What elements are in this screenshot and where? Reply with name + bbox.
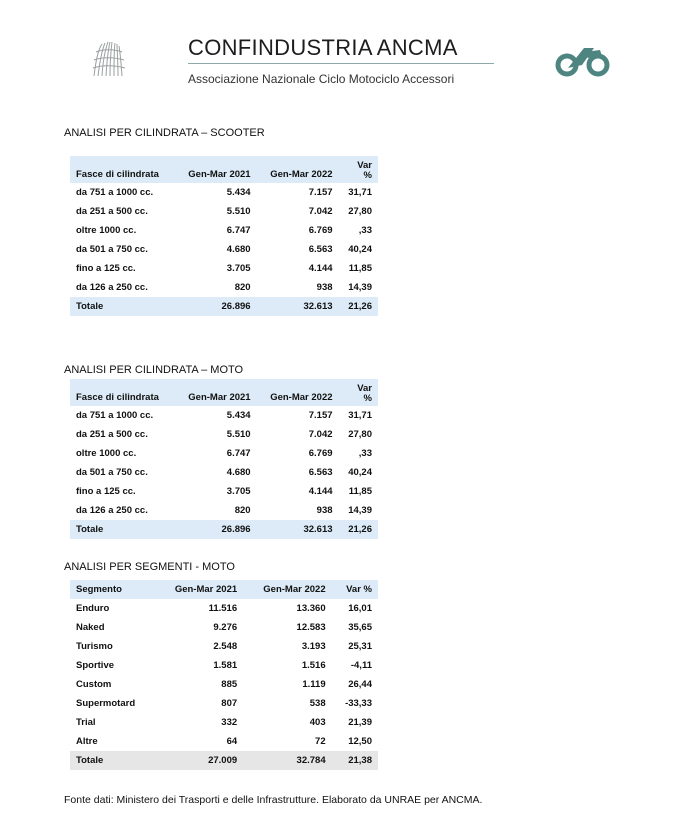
source-footnote: Fonte dati: Ministero dei Trasporti e delle Infrastrutture. Elaborato da UNRAE per ANCMA. <box>64 794 483 806</box>
table-header-row <box>70 156 378 183</box>
table-cell: da 251 a 500 cc. <box>76 206 148 217</box>
column-header: Var % <box>346 584 372 595</box>
table-cell: 7.042 <box>308 206 333 217</box>
table-cell: 27.009 <box>208 755 238 766</box>
table-cell: Supermotard <box>76 698 136 709</box>
table-cell: 21,39 <box>348 717 372 728</box>
section-title-scooter: ANALISI PER CILINDRATA – SCOOTER <box>64 127 265 139</box>
table-cell: 5.434 <box>226 410 251 421</box>
table-cell: 332 <box>221 717 238 728</box>
table-cell: 21,26 <box>348 524 372 535</box>
table-cell: 31,71 <box>348 187 372 198</box>
table-cell: 26,44 <box>348 679 372 690</box>
section-title-moto: ANALISI PER CILINDRATA – MOTO <box>64 364 244 376</box>
table-cell: Turismo <box>76 641 113 652</box>
table-cell: 14,39 <box>348 282 372 293</box>
column-header: % <box>363 393 372 404</box>
table-cell: -33,33 <box>345 698 372 709</box>
table-cell: -4,11 <box>350 660 372 671</box>
table-cell: 820 <box>234 282 251 293</box>
table-row <box>70 618 378 637</box>
column-header: Gen-Mar 2022 <box>263 584 326 595</box>
table-cell: 3.705 <box>226 263 251 274</box>
table-row <box>70 202 378 221</box>
table-cell: 5.510 <box>226 429 251 440</box>
table-cell: 5.434 <box>226 187 251 198</box>
table-cell: 1.581 <box>213 660 238 671</box>
table-cell: 938 <box>316 505 333 516</box>
table-cell: fino a 125 cc. <box>76 486 136 497</box>
column-header: Gen-Mar 2022 <box>270 169 333 180</box>
table-cell: 64 <box>226 736 238 747</box>
table-cell: 12,50 <box>348 736 372 747</box>
table-cell: 26.896 <box>221 301 251 312</box>
table-cell: fino a 125 cc. <box>76 263 136 274</box>
column-header: Gen-Mar 2021 <box>188 392 251 403</box>
table-cell: 3.193 <box>301 641 326 652</box>
table-cell: 7.042 <box>308 429 333 440</box>
column-header: Var <box>357 383 372 394</box>
table-row <box>70 278 378 297</box>
table-cell: da 126 a 250 cc. <box>76 505 148 516</box>
table-cell: 35,65 <box>348 622 372 633</box>
table-cell: da 126 a 250 cc. <box>76 282 148 293</box>
table-row <box>70 713 378 732</box>
column-header: Gen-Mar 2022 <box>270 392 333 403</box>
table-cell: Enduro <box>76 603 110 614</box>
table-cell: Trial <box>76 717 96 728</box>
confindustria-emblem-icon <box>88 38 130 80</box>
table-cell: 40,24 <box>348 467 372 478</box>
table-row <box>70 656 378 675</box>
table-cell: 13.360 <box>296 603 326 614</box>
table-cell: 6.769 <box>308 448 333 459</box>
table-cell: ,33 <box>358 448 372 459</box>
table-cell: 40,24 <box>348 244 372 255</box>
table-cell: 11,85 <box>348 263 372 274</box>
table-cell: da 501 a 750 cc. <box>76 467 148 478</box>
table-cell: 72 <box>315 736 326 747</box>
table-row <box>70 637 378 656</box>
table-cell: 11,85 <box>348 486 372 497</box>
brand-subtitle: Associazione Nazionale Ciclo Motociclo Accessori <box>188 72 455 86</box>
table-row <box>70 259 378 278</box>
table-row <box>70 406 378 425</box>
column-header: Segmento <box>76 584 122 595</box>
table-cell: da 751 a 1000 cc. <box>76 187 154 198</box>
table-cell: 4.144 <box>308 486 333 497</box>
table-cell: da 251 a 500 cc. <box>76 429 148 440</box>
table-cell: 403 <box>309 717 326 728</box>
table-cell: 938 <box>316 282 333 293</box>
table-total-row <box>70 297 378 316</box>
table-cell: 7.157 <box>308 410 333 421</box>
table-cell: 32.613 <box>303 301 333 312</box>
table-cell: 7.157 <box>308 187 333 198</box>
column-header: % <box>363 170 372 181</box>
table-cell: 6.747 <box>226 225 251 236</box>
table-cell: 16,01 <box>348 603 372 614</box>
table-row <box>70 599 378 618</box>
table-cell: 6.769 <box>308 225 333 236</box>
table-cell: 1.516 <box>301 660 326 671</box>
table-row <box>70 221 378 240</box>
table-cell: Sportive <box>76 660 115 671</box>
table-cell: 21,38 <box>348 755 372 766</box>
table-row <box>70 444 378 463</box>
table-cell: 27,80 <box>348 206 372 217</box>
table-cell: Altre <box>76 736 98 747</box>
table-cell: 538 <box>309 698 326 709</box>
table-row <box>70 675 378 694</box>
column-header: Var <box>357 160 372 171</box>
table-cell: 807 <box>221 698 238 709</box>
table-cell: 32.613 <box>303 524 333 535</box>
table-header-row <box>70 580 378 599</box>
table-cell: 21,26 <box>348 301 372 312</box>
column-header-var <box>339 156 378 183</box>
brand-divider <box>188 63 494 64</box>
table-cell: da 751 a 1000 cc. <box>76 410 154 421</box>
segmenti-table <box>70 580 378 770</box>
table-cell: 5.510 <box>226 206 251 217</box>
table-row <box>70 463 378 482</box>
table-total-row <box>70 520 378 539</box>
table-cell: Totale <box>76 524 104 535</box>
column-header: Fasce di cilindrata <box>76 169 159 180</box>
table-cell: 6.563 <box>308 244 333 255</box>
table-cell: 6.747 <box>226 448 251 459</box>
table-row <box>70 732 378 751</box>
table-cell: 14,39 <box>348 505 372 516</box>
moto-table <box>70 379 378 539</box>
ancma-motorcycle-icon <box>554 42 612 78</box>
table-cell: 4.144 <box>308 263 333 274</box>
brand-title: CONFINDUSTRIA ANCMA <box>188 35 458 60</box>
table-cell: 12.583 <box>296 622 326 633</box>
table-row <box>70 501 378 520</box>
section-title-segmenti: ANALISI PER SEGMENTI - MOTO <box>64 561 235 573</box>
column-header: Gen-Mar 2021 <box>174 584 238 595</box>
table-cell: 2.548 <box>213 641 238 652</box>
scooter-table <box>70 156 378 316</box>
table-cell: 1.119 <box>302 679 326 690</box>
table-cell: 4.680 <box>226 467 251 478</box>
table-cell: oltre 1000 cc. <box>76 448 137 459</box>
table-header-row <box>70 379 378 406</box>
table-cell: Naked <box>76 622 105 633</box>
table-cell: 26.896 <box>221 524 251 535</box>
table-cell: Totale <box>76 755 104 766</box>
table-row <box>70 482 378 501</box>
table-cell: Custom <box>76 679 112 690</box>
table-cell: 11.516 <box>208 603 238 614</box>
table-row <box>70 183 378 202</box>
table-row <box>70 425 378 444</box>
table-row <box>70 694 378 713</box>
table-cell: Totale <box>76 301 104 312</box>
table-total-row <box>70 751 378 770</box>
table-cell: 32.784 <box>296 755 326 766</box>
table-cell: 3.705 <box>226 486 251 497</box>
column-header-var <box>339 379 378 406</box>
table-cell: oltre 1000 cc. <box>76 225 137 236</box>
table-cell: 27,80 <box>348 429 372 440</box>
table-cell: ,33 <box>358 225 372 236</box>
table-cell: 25,31 <box>348 641 372 652</box>
table-cell: 4.680 <box>226 244 251 255</box>
table-cell: da 501 a 750 cc. <box>76 244 148 255</box>
table-cell: 6.563 <box>308 467 333 478</box>
table-cell: 9.276 <box>213 622 238 633</box>
column-header: Fasce di cilindrata <box>76 392 159 403</box>
table-row <box>70 240 378 259</box>
column-header: Gen-Mar 2021 <box>188 169 251 180</box>
table-cell: 31,71 <box>348 410 372 421</box>
table-cell: 885 <box>221 679 238 690</box>
table-cell: 820 <box>234 505 251 516</box>
